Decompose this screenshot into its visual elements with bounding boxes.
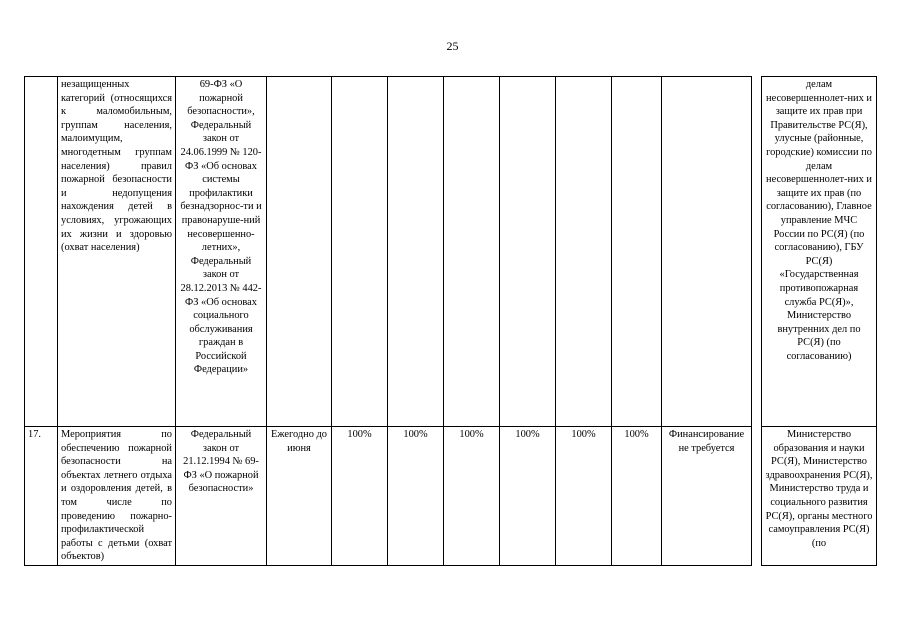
term-cell bbox=[267, 77, 332, 427]
column-gap bbox=[752, 427, 762, 566]
indicator-cell: 100% bbox=[332, 427, 388, 566]
column-gap bbox=[752, 77, 762, 427]
indicator-cell bbox=[332, 77, 388, 427]
financing-cell bbox=[662, 77, 752, 427]
indicator-cell bbox=[556, 77, 612, 427]
event-cell: незащищенных категорий (относящихся к маломобильным, группам населения, малоимущим, многодетным группам населения) правил пожарной безопасности и недопущения нахождения детей в условиях, угрожающих их жизни и здоровью (охват населения) bbox=[58, 77, 176, 427]
term-cell: Ежегодно до июня bbox=[267, 427, 332, 566]
executors-cell: Министерство образования и науки РС(Я), Министерство здравоохранения РС(Я), Министерство труда и социального развития РС(Я), органы местного самоуправления РС(Я) (по bbox=[762, 427, 877, 566]
indicator-cell: 100% bbox=[444, 427, 500, 566]
event-cell: Мероприятия по обеспечению пожарной безопасности на объектах летнего отдыха и оздоровления детей, в том числе по проведению пожарно-профилактической работы с детьми (охват объектов) bbox=[58, 427, 176, 566]
indicator-cell: 100% bbox=[556, 427, 612, 566]
indicator-cell bbox=[444, 77, 500, 427]
page-number: 25 bbox=[446, 39, 459, 53]
indicator-cell: 100% bbox=[500, 427, 556, 566]
table-row bbox=[25, 77, 877, 427]
row-number bbox=[25, 77, 58, 427]
indicator-cell bbox=[500, 77, 556, 427]
indicator-cell: 100% bbox=[388, 427, 444, 566]
law-cell: Федеральный закон от 21.12.1994 № 69-ФЗ «О пожарной безопасности» bbox=[176, 427, 267, 566]
indicator-cell: 100% bbox=[612, 427, 662, 566]
indicator-cell bbox=[612, 77, 662, 427]
financing-cell: Финансирование не требуется bbox=[662, 427, 752, 566]
row-number: 17. bbox=[25, 427, 58, 566]
law-cell: 69-ФЗ «О пожарной безопасности», Федеральный закон от 24.06.1999 № 120-ФЗ «Об основах системы профилактики безнадзорнос-ти и правонаруше-ний несовершенно-летних», Федеральный закон от 28.12.2013 № 442-ФЗ «Об основах социального обслуживания граждан в Российской Федерации» bbox=[176, 77, 267, 427]
executors-cell: делам несовершеннолет-них и защите их прав при Правительстве РС(Я), улусные (районные, городские) комиссии по делам несовершеннолет-них и защите их прав (по согласованию), Главное управление МЧС России по РС(Я) (по согласованию), ГБУ РС(Я) «Государственная противопожарная служба РС(Я)», Министерство внутренних дел по РС(Я) (по согласованию) bbox=[762, 77, 877, 427]
indicator-cell bbox=[388, 77, 444, 427]
activities-table bbox=[24, 76, 877, 566]
table-row bbox=[25, 427, 877, 566]
